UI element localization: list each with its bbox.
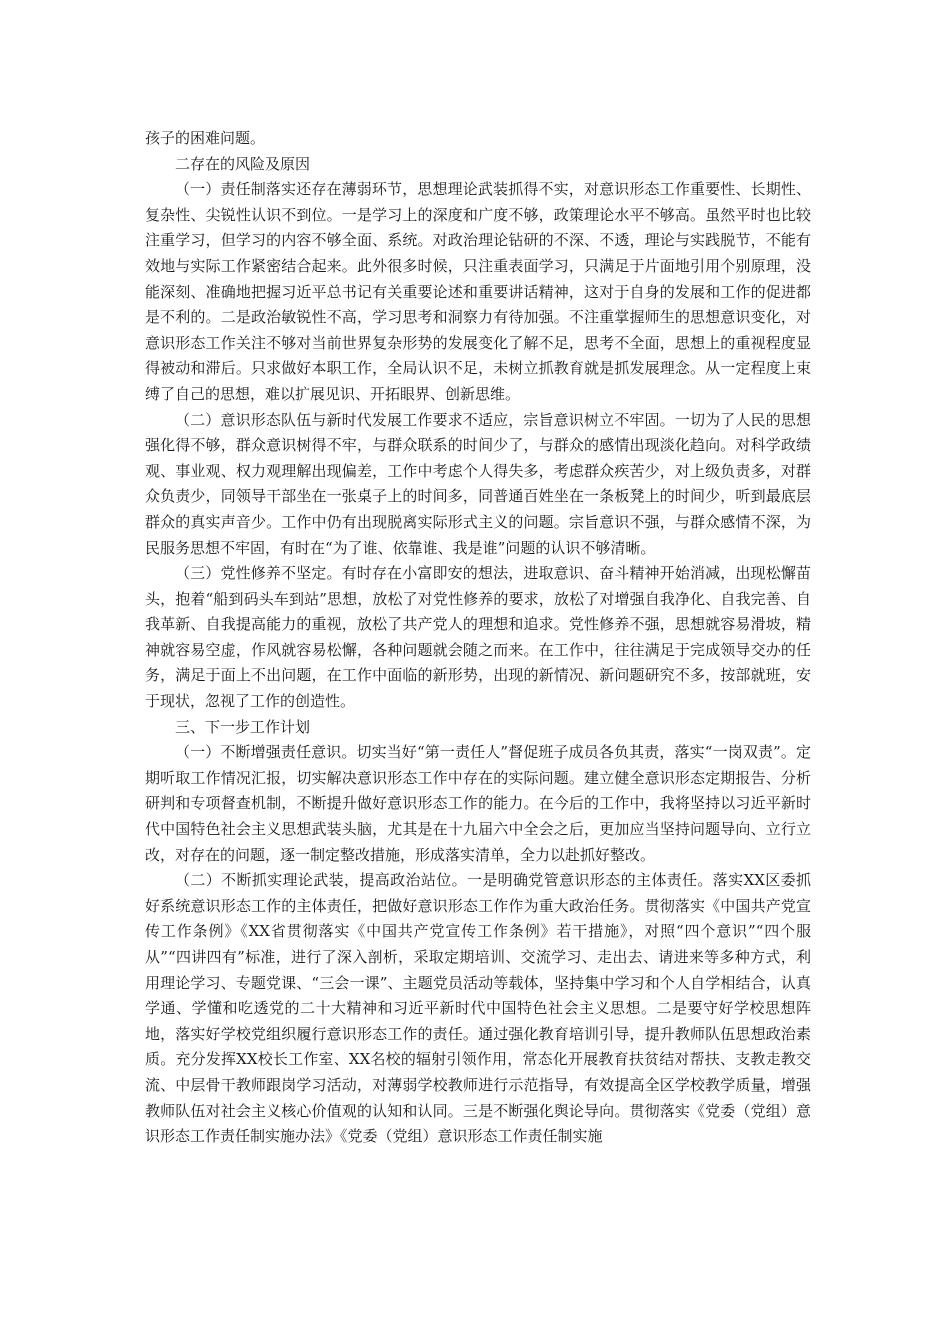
section-2-heading: 二存在的风险及原因 <box>175 154 311 173</box>
section-2-paragraph-1: （一）责任制落实还存在薄弱环节，思想理论武装抓得不实，对意识形态工作重要性、长期性、复杂性、尖锐性认识不到位。一是学习上的深度和广度不够，政策理论水平不够高。虽然平时也比较注重学习，但学习的内容不够全面、系统。对政治理论钻研的不深、不透，理论与实践脱节，不能有效地与实际工作紧密结合起来。此外很多时候，只注重表面学习，只满足于片面地引用个别原理，没能深刻、准确地把握习近平总书记有关重要论述和重要讲话精神，这对于自身的发展和工作的促进都是不利的。二是政治敏锐性不高，学习思考和洞察力有待加强。不注重掌握师生的思想意识变化，对意识形态工作关注不够对当前世界复杂形势的发展变化了解不足，思考不全面，思想上的重视程度显得被动和滞后。只求做好本职工作，全局认识不足，未树立抓教育就是抓发展理念。从一定程度上束缚了自己的思想，难以扩展见识、开拓眼界、创新思维。 <box>145 180 811 403</box>
section-3-paragraph-1: （一）不断增强责任意识。切实当好“第一责任人”督促班子成员各负其责，落实“一岗双责”。定期听取工作情况汇报，切实解决意识形态工作中存在的实际问题。建立健全意识形态定期报告、分析研判和专项督查机制，不断提升做好意识形态工作的能力。在今后的工作中，我将坚持以习近平新时代中国特色社会主义思想武装头脑，尤其是在十九届六中全会之后，更加应当坚持问题导向、立行立改，对存在的问题，逐一制定整改措施，形成落实清单，全力以赴抓好整改。 <box>145 743 811 864</box>
section-3-heading: 三、下一步工作计划 <box>175 717 311 736</box>
continuation-text: 孩子的困难问题。 <box>145 129 266 147</box>
section-2-paragraph-2: （二）意识形态队伍与新时代发展工作要求不适应，宗旨意识树立不牢固。一切为了人民的思想强化得不够，群众意识树得不牢，与群众联系的时间少了，与群众的感情出现淡化趋向。对科学政绩观、事业观、权力观理解出现偏差，工作中考虑个人得失多，考虑群众疾苦少，对上级负责多，对群众负责少，同领导干部坐在一张桌子上的时间多，同普通百姓坐在一条板凳上的时间少，听到最底层群众的真实声音少。工作中仍有出现脱离实际形式主义的问题。宗旨意识不强，与群众感情不深，为民服务思想不牢固，有时在“为了谁、依靠谁、我是谁”问题的认识不够清晰。 <box>145 410 811 557</box>
document-page <box>145 126 811 1150</box>
section-2-paragraph-3: （三）党性修养不坚定。有时存在小富即安的想法，进取意识、奋斗精神开始消减，出现松懈苗头，抱着“船到码头车到站”思想，放松了对党性修养的要求，放松了对增强自我净化、自我完善、自我革新、自我提高能力的重视，放松了共产党人的理想和追求。党性修养不强，思想就容易滑坡，精神就容易空虚，作风就容易松懈，各种问题就会随之而来。在工作中，往往满足于完成领导交办的任务，满足于面上不出问题，在工作中面临的新形势，出现的新情况、新问题研究不多，按部就班，安于现状，忽视了工作的创造性。 <box>145 564 811 711</box>
section-3-paragraph-2: （二）不断抓实理论武装，提高政治站位。一是明确党管意识形态的主体责任。落实XX区委抓好系统意识形态工作的主体责任，把做好意识形态工作作为重大政治任务。贯彻落实《中国共产党宣传工作条例》《XX省贯彻落实《中国共产党宣传工作条例》若干措施》，对照“四个意识”“四个服从”“四讲四有”标准，进行了深入剖析，采取定期培训、交流学习、走出去、请进来等多种方式，利用理论学习、专题党课、“三会一课”、主题党员活动等载体，坚持集中学习和个人自学相结合，认真学通、学懂和吃透党的二十大精神和习近平新时代中国特色社会主义思想。二是要守好学校思想阵地，落实好学校党组织履行意识形态工作的责任。通过强化教育培训引导，提升教师队伍思想政治素质。充分发挥XX校长工作室、XX名校的辐射引领作用，常态化开展教育扶贫结对帮扶、支教走教交流、中层骨干教师跟岗学习活动，对薄弱学校教师进行示范指导，有效提高全区学校教学质量，增强教师队伍对社会主义核心价值观的认知和认同。三是不断强化舆论导向。贯彻落实《党委（党组）意识形态工作责任制实施办法》《党委（党组）意识形态工作责任制实施 <box>145 871 811 1146</box>
